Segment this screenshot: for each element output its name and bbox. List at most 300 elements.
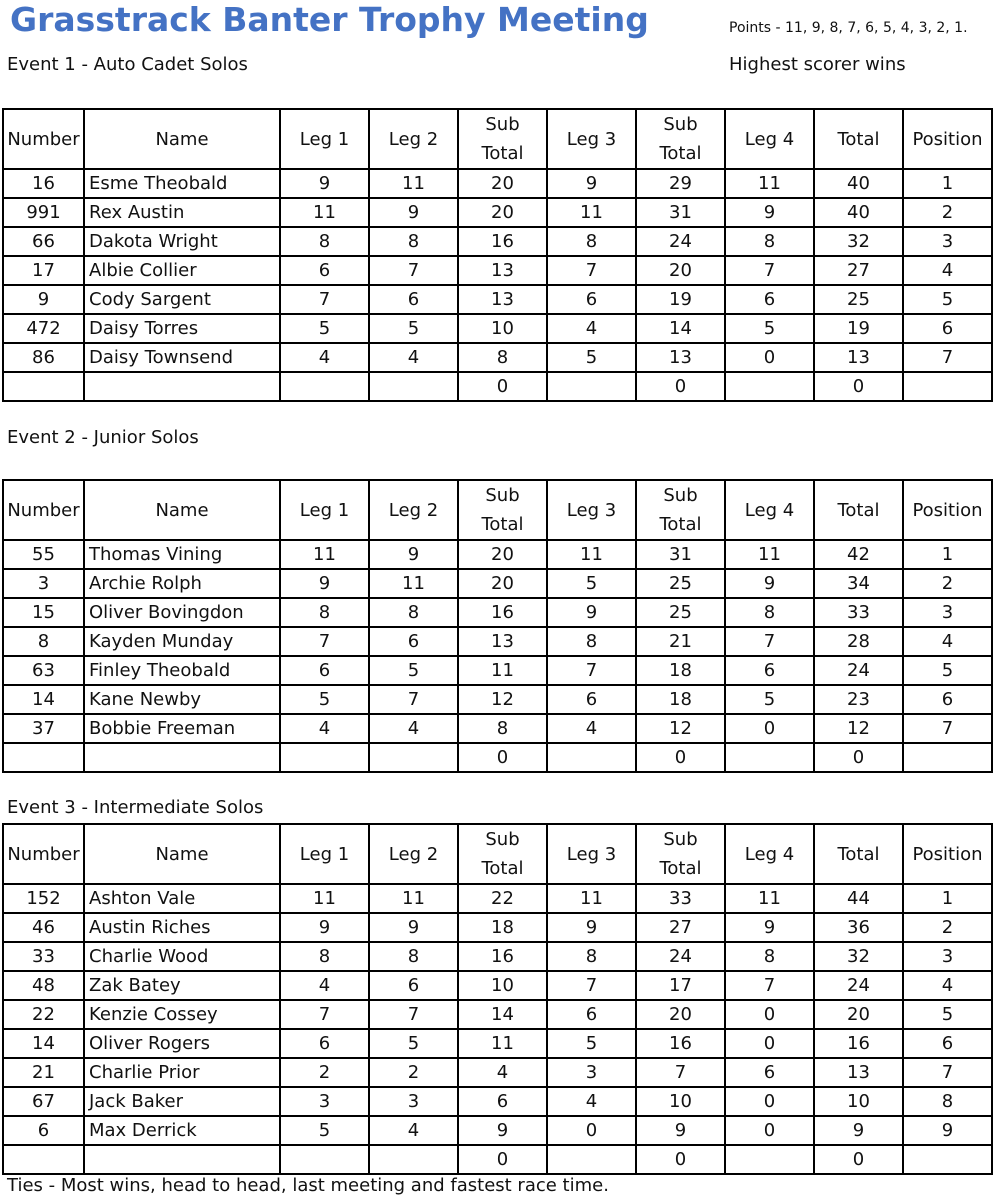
- table-row: [3, 372, 992, 401]
- cell-leg1: 6: [280, 256, 369, 285]
- cell-leg1: 8: [280, 598, 369, 627]
- cell-subtotal2: 0: [636, 372, 725, 401]
- cell-leg2: 6: [369, 971, 458, 1000]
- cell-subtotal2: 19: [636, 285, 725, 314]
- scoring-rule: Highest scorer wins: [729, 54, 906, 75]
- cell-leg4: 6: [725, 285, 814, 314]
- cell-leg1: 11: [280, 884, 369, 913]
- cell-position: 4: [903, 256, 992, 285]
- cell-leg3: 8: [547, 942, 636, 971]
- cell-position: [903, 1145, 992, 1174]
- cell-leg3: 0: [547, 1116, 636, 1145]
- cell-leg2: 11: [369, 569, 458, 598]
- cell-leg4: 9: [725, 913, 814, 942]
- cell-leg4: 8: [725, 942, 814, 971]
- col-total: Total: [814, 480, 903, 540]
- cell-subtotal2: 24: [636, 942, 725, 971]
- cell-total: 32: [814, 227, 903, 256]
- cell-subtotal1: 22: [458, 884, 547, 913]
- sub-label: Sub: [663, 829, 698, 850]
- cell-total: 19: [814, 314, 903, 343]
- cell-leg1: 3: [280, 1087, 369, 1116]
- col-position: Position: [903, 109, 992, 169]
- sub-label: Sub: [485, 114, 520, 135]
- points-scale: Points - 11, 9, 8, 7, 6, 5, 4, 3, 2, 1.: [729, 20, 968, 36]
- cell-leg2: 5: [369, 1029, 458, 1058]
- cell-leg4: 7: [725, 627, 814, 656]
- cell-leg3: 8: [547, 227, 636, 256]
- sub-label: Sub: [663, 114, 698, 135]
- table-row: [3, 598, 992, 627]
- tiebreak-note: Ties - Most wins, head to head, last meeting and fastest race time.: [7, 1175, 609, 1196]
- col-leg2: Leg 2: [369, 824, 458, 884]
- cell-total: 44: [814, 884, 903, 913]
- cell-leg1: 11: [280, 198, 369, 227]
- cell-leg2: 7: [369, 256, 458, 285]
- cell-leg4: 6: [725, 656, 814, 685]
- table-row: [3, 714, 992, 743]
- table-body: [3, 884, 992, 1174]
- event-1-title: Event 1 - Auto Cadet Solos: [7, 54, 248, 75]
- cell-leg2: 9: [369, 913, 458, 942]
- cell-leg4: 0: [725, 1000, 814, 1029]
- cell-name: Daisy Torres: [84, 314, 280, 343]
- cell-name: Kayden Munday: [84, 627, 280, 656]
- cell-leg3: [547, 743, 636, 772]
- col-subtotal-2: [636, 109, 725, 169]
- cell-leg1: 4: [280, 714, 369, 743]
- cell-subtotal2: 14: [636, 314, 725, 343]
- cell-leg3: 3: [547, 1058, 636, 1087]
- cell-leg1: 9: [280, 569, 369, 598]
- cell-leg4: 5: [725, 685, 814, 714]
- cell-leg1: 2: [280, 1058, 369, 1087]
- cell-number: 991: [3, 198, 84, 227]
- cell-leg3: 7: [547, 256, 636, 285]
- cell-leg4: 6: [725, 1058, 814, 1087]
- table-row: [3, 1058, 992, 1087]
- col-leg4: Leg 4: [725, 480, 814, 540]
- cell-leg4: 0: [725, 343, 814, 372]
- col-name: Name: [84, 109, 280, 169]
- cell-leg2: 4: [369, 343, 458, 372]
- cell-leg1: 4: [280, 343, 369, 372]
- cell-name: Archie Rolph: [84, 569, 280, 598]
- page-title: Grasstrack Banter Trophy Meeting: [10, 0, 649, 39]
- cell-total: 9: [814, 1116, 903, 1145]
- cell-leg4: [725, 743, 814, 772]
- cell-leg4: 0: [725, 1087, 814, 1116]
- cell-subtotal1: 12: [458, 685, 547, 714]
- cell-subtotal2: 25: [636, 569, 725, 598]
- cell-leg1: [280, 743, 369, 772]
- cell-subtotal2: 21: [636, 627, 725, 656]
- cell-number: 15: [3, 598, 84, 627]
- cell-number: 472: [3, 314, 84, 343]
- cell-leg3: 11: [547, 540, 636, 569]
- event-2-title: Event 2 - Junior Solos: [7, 427, 199, 448]
- cell-position: 4: [903, 971, 992, 1000]
- col-leg3: Leg 3: [547, 109, 636, 169]
- table-row: [3, 1116, 992, 1145]
- col-subtotal-2: [636, 824, 725, 884]
- event-2-results-table: [2, 479, 993, 773]
- cell-position: 7: [903, 714, 992, 743]
- cell-number: 55: [3, 540, 84, 569]
- cell-total: 32: [814, 942, 903, 971]
- cell-position: 7: [903, 343, 992, 372]
- table-body: [3, 540, 992, 772]
- cell-leg2: 2: [369, 1058, 458, 1087]
- cell-leg1: 7: [280, 1000, 369, 1029]
- cell-subtotal1: 4: [458, 1058, 547, 1087]
- cell-number: [3, 372, 84, 401]
- cell-total: 42: [814, 540, 903, 569]
- cell-leg1: 6: [280, 1029, 369, 1058]
- cell-leg2: 5: [369, 656, 458, 685]
- cell-total: 13: [814, 1058, 903, 1087]
- cell-leg2: 6: [369, 627, 458, 656]
- cell-leg3: 8: [547, 627, 636, 656]
- cell-leg1: 5: [280, 685, 369, 714]
- col-name: Name: [84, 480, 280, 540]
- col-total: Total: [814, 109, 903, 169]
- cell-leg1: 11: [280, 540, 369, 569]
- cell-leg2: 3: [369, 1087, 458, 1116]
- cell-leg3: 9: [547, 913, 636, 942]
- table-row: [3, 198, 992, 227]
- event-3-results-table: [2, 823, 993, 1175]
- cell-leg3: 4: [547, 314, 636, 343]
- cell-name: Albie Collier: [84, 256, 280, 285]
- cell-subtotal2: 17: [636, 971, 725, 1000]
- cell-leg4: [725, 372, 814, 401]
- cell-subtotal2: 9: [636, 1116, 725, 1145]
- cell-subtotal1: 16: [458, 227, 547, 256]
- cell-position: 8: [903, 1087, 992, 1116]
- cell-number: 67: [3, 1087, 84, 1116]
- cell-leg2: 8: [369, 227, 458, 256]
- cell-subtotal1: 20: [458, 169, 547, 198]
- cell-leg2: 5: [369, 314, 458, 343]
- cell-number: 21: [3, 1058, 84, 1087]
- cell-name: Thomas Vining: [84, 540, 280, 569]
- cell-total: 23: [814, 685, 903, 714]
- cell-total: 10: [814, 1087, 903, 1116]
- cell-total: 40: [814, 169, 903, 198]
- cell-subtotal1: 18: [458, 913, 547, 942]
- cell-leg3: 5: [547, 569, 636, 598]
- cell-leg4: 5: [725, 314, 814, 343]
- cell-number: 63: [3, 656, 84, 685]
- cell-leg4: 0: [725, 714, 814, 743]
- cell-position: 1: [903, 884, 992, 913]
- cell-leg2: 8: [369, 942, 458, 971]
- cell-name: [84, 372, 280, 401]
- cell-name: Max Derrick: [84, 1116, 280, 1145]
- cell-position: 3: [903, 942, 992, 971]
- cell-leg1: [280, 372, 369, 401]
- cell-subtotal2: 7: [636, 1058, 725, 1087]
- cell-subtotal2: 12: [636, 714, 725, 743]
- cell-position: 2: [903, 913, 992, 942]
- cell-subtotal2: 20: [636, 256, 725, 285]
- table-row: [3, 169, 992, 198]
- cell-name: Kenzie Cossey: [84, 1000, 280, 1029]
- cell-position: 2: [903, 198, 992, 227]
- table-row: [3, 314, 992, 343]
- col-leg4: Leg 4: [725, 824, 814, 884]
- table-row: [3, 743, 992, 772]
- cell-subtotal2: 18: [636, 656, 725, 685]
- cell-name: Cody Sargent: [84, 285, 280, 314]
- cell-leg3: 9: [547, 169, 636, 198]
- cell-name: Esme Theobald: [84, 169, 280, 198]
- cell-name: Dakota Wright: [84, 227, 280, 256]
- total-label: Total: [659, 143, 702, 164]
- cell-leg4: 11: [725, 169, 814, 198]
- cell-total: 33: [814, 598, 903, 627]
- cell-name: Jack Baker: [84, 1087, 280, 1116]
- cell-position: 4: [903, 627, 992, 656]
- cell-position: 6: [903, 1029, 992, 1058]
- cell-leg3: 6: [547, 285, 636, 314]
- cell-name: Daisy Townsend: [84, 343, 280, 372]
- cell-name: Austin Riches: [84, 913, 280, 942]
- table-row: [3, 971, 992, 1000]
- cell-leg3: 11: [547, 884, 636, 913]
- event-1-results-table: [2, 108, 993, 402]
- table-row: [3, 656, 992, 685]
- cell-leg3: 5: [547, 343, 636, 372]
- cell-subtotal2: 31: [636, 540, 725, 569]
- table-row: [3, 685, 992, 714]
- table-row: [3, 913, 992, 942]
- cell-leg4: 11: [725, 884, 814, 913]
- cell-leg2: 9: [369, 198, 458, 227]
- cell-leg4: [725, 1145, 814, 1174]
- cell-leg1: 8: [280, 227, 369, 256]
- cell-total: 20: [814, 1000, 903, 1029]
- cell-subtotal1: 16: [458, 942, 547, 971]
- col-subtotal-1: [458, 824, 547, 884]
- cell-number: 16: [3, 169, 84, 198]
- table-header: [3, 480, 992, 540]
- cell-leg1: 8: [280, 942, 369, 971]
- cell-name: Zak Batey: [84, 971, 280, 1000]
- cell-subtotal2: 0: [636, 1145, 725, 1174]
- col-number: Number: [3, 824, 84, 884]
- col-number: Number: [3, 109, 84, 169]
- cell-number: [3, 743, 84, 772]
- cell-subtotal1: 0: [458, 372, 547, 401]
- cell-position: 6: [903, 314, 992, 343]
- sub-label: Sub: [485, 485, 520, 506]
- table-row: [3, 884, 992, 913]
- cell-position: 1: [903, 540, 992, 569]
- cell-number: 6: [3, 1116, 84, 1145]
- cell-position: [903, 372, 992, 401]
- cell-total: 0: [814, 372, 903, 401]
- col-subtotal-2: [636, 480, 725, 540]
- col-subtotal-1: [458, 480, 547, 540]
- cell-leg1: 7: [280, 285, 369, 314]
- cell-leg4: 0: [725, 1116, 814, 1145]
- col-leg2: Leg 2: [369, 109, 458, 169]
- col-leg3: Leg 3: [547, 824, 636, 884]
- table-row: [3, 1145, 992, 1174]
- cell-number: 9: [3, 285, 84, 314]
- table-row: [3, 1029, 992, 1058]
- cell-total: 0: [814, 743, 903, 772]
- cell-leg2: 7: [369, 685, 458, 714]
- cell-leg4: 9: [725, 569, 814, 598]
- cell-leg1: 5: [280, 1116, 369, 1145]
- cell-total: 25: [814, 285, 903, 314]
- cell-position: 5: [903, 656, 992, 685]
- cell-subtotal2: 13: [636, 343, 725, 372]
- cell-subtotal1: 8: [458, 343, 547, 372]
- cell-leg1: [280, 1145, 369, 1174]
- cell-position: 5: [903, 1000, 992, 1029]
- col-name: Name: [84, 824, 280, 884]
- total-label: Total: [481, 514, 524, 535]
- cell-subtotal1: 13: [458, 627, 547, 656]
- cell-subtotal1: 10: [458, 971, 547, 1000]
- cell-subtotal1: 9: [458, 1116, 547, 1145]
- cell-number: 152: [3, 884, 84, 913]
- cell-subtotal1: 13: [458, 285, 547, 314]
- cell-leg1: 7: [280, 627, 369, 656]
- cell-number: 37: [3, 714, 84, 743]
- cell-leg2: [369, 743, 458, 772]
- table-row: [3, 540, 992, 569]
- cell-leg3: 4: [547, 1087, 636, 1116]
- cell-total: 34: [814, 569, 903, 598]
- cell-name: Rex Austin: [84, 198, 280, 227]
- cell-name: [84, 1145, 280, 1174]
- cell-leg1: 6: [280, 656, 369, 685]
- cell-subtotal1: 0: [458, 1145, 547, 1174]
- cell-total: 16: [814, 1029, 903, 1058]
- col-leg4: Leg 4: [725, 109, 814, 169]
- cell-number: 14: [3, 1029, 84, 1058]
- total-label: Total: [659, 514, 702, 535]
- cell-subtotal1: 20: [458, 569, 547, 598]
- cell-leg2: 6: [369, 285, 458, 314]
- cell-subtotal2: 0: [636, 743, 725, 772]
- cell-name: Charlie Wood: [84, 942, 280, 971]
- cell-leg1: 5: [280, 314, 369, 343]
- cell-subtotal2: 29: [636, 169, 725, 198]
- table-row: [3, 942, 992, 971]
- cell-leg3: 7: [547, 971, 636, 1000]
- cell-total: 12: [814, 714, 903, 743]
- cell-number: 86: [3, 343, 84, 372]
- col-leg3: Leg 3: [547, 480, 636, 540]
- cell-leg3: 6: [547, 1000, 636, 1029]
- total-label: Total: [481, 143, 524, 164]
- total-label: Total: [659, 858, 702, 879]
- cell-subtotal1: 13: [458, 256, 547, 285]
- cell-subtotal1: 11: [458, 656, 547, 685]
- cell-subtotal2: 10: [636, 1087, 725, 1116]
- cell-leg2: 11: [369, 884, 458, 913]
- cell-leg3: 5: [547, 1029, 636, 1058]
- cell-subtotal1: 20: [458, 198, 547, 227]
- cell-leg3: 9: [547, 598, 636, 627]
- col-total: Total: [814, 824, 903, 884]
- cell-total: 24: [814, 971, 903, 1000]
- table-row: [3, 343, 992, 372]
- table-row: [3, 569, 992, 598]
- cell-total: 13: [814, 343, 903, 372]
- cell-position: 5: [903, 285, 992, 314]
- cell-name: Finley Theobald: [84, 656, 280, 685]
- table-row: [3, 227, 992, 256]
- cell-leg4: 9: [725, 198, 814, 227]
- event-3-title: Event 3 - Intermediate Solos: [7, 797, 264, 818]
- cell-leg4: 0: [725, 1029, 814, 1058]
- total-label: Total: [481, 858, 524, 879]
- cell-name: Ashton Vale: [84, 884, 280, 913]
- cell-total: 24: [814, 656, 903, 685]
- cell-number: 8: [3, 627, 84, 656]
- table-row: [3, 1087, 992, 1116]
- cell-name: Bobbie Freeman: [84, 714, 280, 743]
- table-row: [3, 285, 992, 314]
- cell-leg4: 7: [725, 256, 814, 285]
- cell-leg1: 4: [280, 971, 369, 1000]
- sub-label: Sub: [663, 485, 698, 506]
- cell-name: Oliver Rogers: [84, 1029, 280, 1058]
- cell-leg2: [369, 372, 458, 401]
- cell-number: [3, 1145, 84, 1174]
- cell-leg3: [547, 1145, 636, 1174]
- table-row: [3, 256, 992, 285]
- cell-position: 7: [903, 1058, 992, 1087]
- cell-leg4: 7: [725, 971, 814, 1000]
- cell-number: 14: [3, 685, 84, 714]
- cell-position: 3: [903, 227, 992, 256]
- cell-total: 40: [814, 198, 903, 227]
- cell-leg1: 9: [280, 169, 369, 198]
- col-leg1: Leg 1: [280, 824, 369, 884]
- col-leg2: Leg 2: [369, 480, 458, 540]
- cell-leg2: 11: [369, 169, 458, 198]
- cell-total: 28: [814, 627, 903, 656]
- table-row: [3, 1000, 992, 1029]
- cell-subtotal1: 16: [458, 598, 547, 627]
- cell-leg2: [369, 1145, 458, 1174]
- cell-leg2: 4: [369, 714, 458, 743]
- cell-subtotal1: 0: [458, 743, 547, 772]
- cell-subtotal1: 11: [458, 1029, 547, 1058]
- cell-number: 46: [3, 913, 84, 942]
- col-leg1: Leg 1: [280, 480, 369, 540]
- cell-number: 66: [3, 227, 84, 256]
- table-row: [3, 627, 992, 656]
- cell-position: 6: [903, 685, 992, 714]
- col-number: Number: [3, 480, 84, 540]
- cell-number: 3: [3, 569, 84, 598]
- cell-leg1: 9: [280, 913, 369, 942]
- cell-total: 36: [814, 913, 903, 942]
- cell-name: Charlie Prior: [84, 1058, 280, 1087]
- table-header: [3, 109, 992, 169]
- cell-number: 33: [3, 942, 84, 971]
- col-subtotal-1: [458, 109, 547, 169]
